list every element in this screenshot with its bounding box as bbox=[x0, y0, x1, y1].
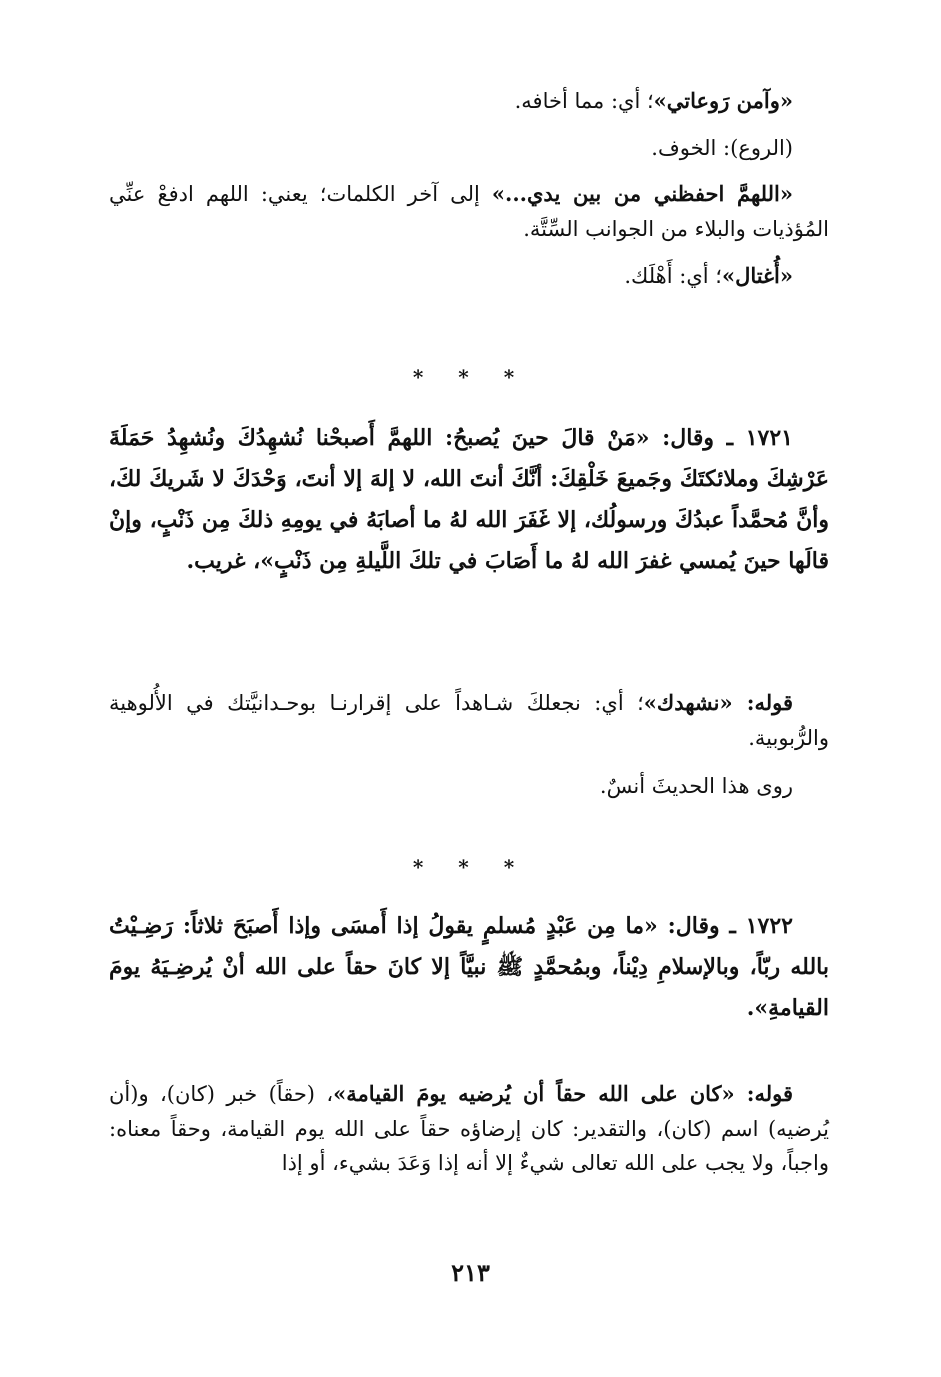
hadith-1722: ١٧٢٢ ـ وقال: «ما مِن عَبْدٍ مُسلمٍ يقولُ إذا أَمسَى وإذا أَصبَحَ ثلاثاً: رَضِـيْتُ بالله ربّاً، وبالإسلامِ دِيْناً، وبمُحمَّدٍ ﷺ نبيَّاً إلا كانَ حقاً على الله أنْ يُرضِـيَهُ يومَ القيامةِ». bbox=[109, 913, 829, 1021]
section-separator: * * * bbox=[412, 365, 529, 389]
definition: (الروع): الخوف. bbox=[651, 135, 793, 160]
commentary-1722 bbox=[109, 1077, 829, 1181]
section-separator: * * * bbox=[412, 855, 529, 879]
glossary-line-1 bbox=[109, 84, 829, 119]
quoted-term: «اللهمَّ احفظني من بين يدي...» bbox=[491, 181, 793, 207]
narrator-note: روى هذا الحديثَ أنسٌ. bbox=[599, 774, 793, 799]
commentary-label: قوله: «كان على الله حقاً أن يُرضيه يومَ القيامة» bbox=[333, 1081, 793, 1106]
quoted-term: «أُغتال» bbox=[721, 262, 793, 288]
definition: ؛ أي: مما أخافه. bbox=[514, 89, 654, 113]
glossary-line-2 bbox=[109, 131, 829, 166]
definition: إلى آخر الكلمات؛ يعني: اللهم ادفعْ عنِّي المُؤذيات والبلاء من الجوانب السِّتَّة. bbox=[109, 182, 829, 241]
commentary-text: ، (حقاً) خبر (كان)، و(أن يُرضيه) اسم (كان)، والتقدير: كان إرضاؤه حقاً على الله يوم القيامة، وحقاً معناه: واجباً، ولا يجب على الله تعالى شيءٌ إلا أنه إذا وَعَدَ بشيء، أو إذا bbox=[109, 1082, 829, 1176]
commentary-paragraph bbox=[109, 686, 829, 755]
page-number: ٢١٣ bbox=[451, 1258, 490, 1287]
hadith-1721: ١٧٢١ ـ وقال: «مَنْ قالَ حينَ يُصبحُ: اللهمَّ أَصبحْنا نُشهِدُكَ ونُشهِدُ حَمَلَةَ عَرْشِكَ وملائكتَكَ وجَميعَ خَلْقِكَ: أنَّكَ أنتَ الله، لا إلهَ إلا أنتَ، وَحْدَكَ لا شَريكَ لكَ، وأنَّ مُحمَّداً عبدُكَ ورسولُك، إلا غَفَرَ الله لهُ ما أصابَهُ في يومِهِ ذلكَ مِن ذَنْبٍ، وإنْ قالَها حينَ يُمسي غفرَ الله لهُ ما أَصَابَ في تلكَ اللَّيلةِ مِن ذَنْبٍ»، غريب. bbox=[109, 425, 829, 574]
commentary-text: ؛ أي: نجعلكَ شـاهداً على إقرارنـا بوحـدانيَّتك في الأُلوهية والرُّبوبية. bbox=[109, 691, 829, 750]
commentary-label: قوله: «نشهدك» bbox=[643, 690, 793, 715]
definition: ؛ أي: أَهْلَك. bbox=[624, 263, 722, 288]
glossary-line-4 bbox=[109, 259, 829, 294]
commentary-1721 bbox=[109, 686, 829, 804]
quoted-term: «وآمن رَوعاتي» bbox=[653, 88, 793, 113]
glossary-section bbox=[109, 84, 829, 293]
glossary-line-3 bbox=[109, 177, 829, 246]
